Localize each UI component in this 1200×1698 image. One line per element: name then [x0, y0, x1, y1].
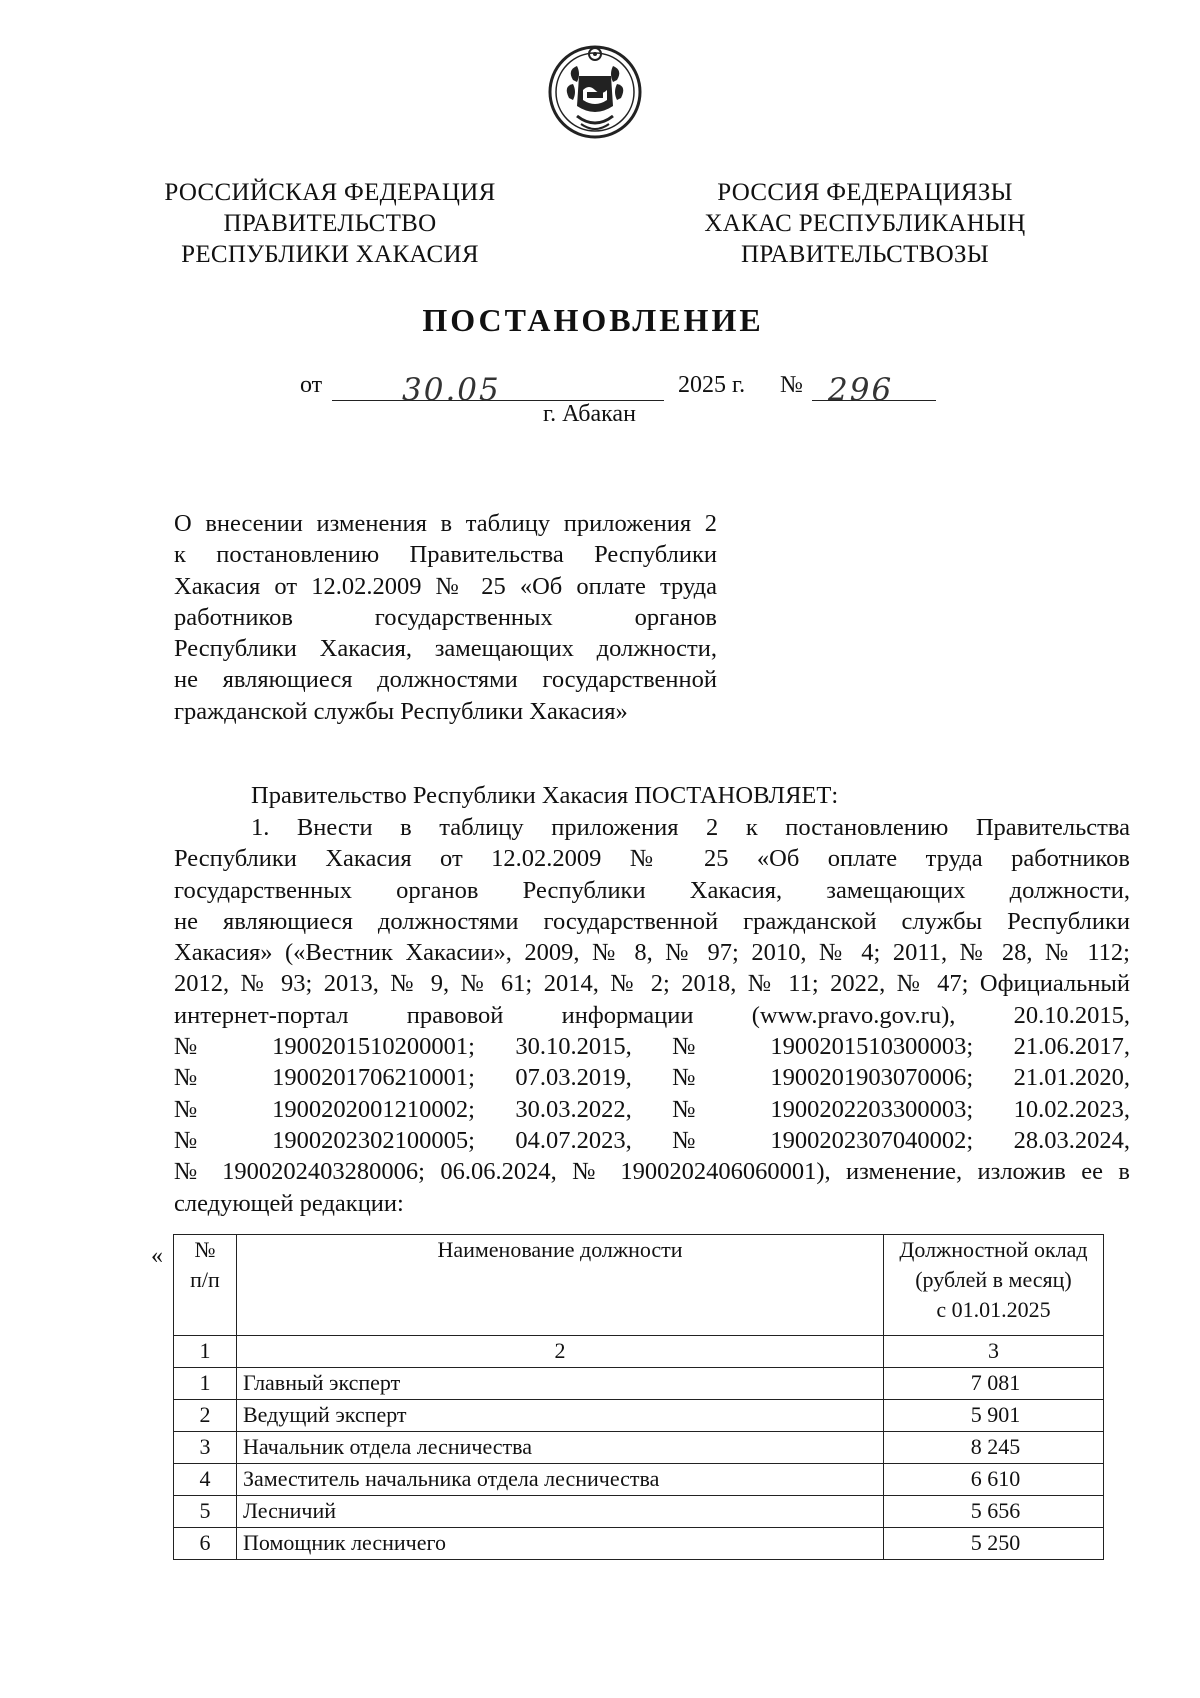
document-title: ПОСТАНОВЛЕНИЕ: [422, 302, 764, 338]
row-number: 3: [174, 1432, 237, 1464]
intro-text: Правительство Республики Хакасия ПОСТАНОВЛЯЕТ:: [251, 782, 839, 809]
paragraph-line: № 1900202403280006; 06.06.2024, № 1900202406060001), изменение, изложив ее в: [174, 1158, 1130, 1186]
subject-line: гражданской службы Республики Хакасия»: [174, 697, 628, 725]
header-cell-line: Должностной оклад: [899, 1237, 1088, 1262]
header-right-line: РОССИЯ ФЕДЕРАЦИЯЗЫ: [717, 179, 1013, 206]
header-left-line: РЕСПУБЛИКИ ХАКАСИЯ: [181, 241, 479, 268]
intro-paragraph: [174, 780, 1130, 811]
column-number-cell: 3: [884, 1336, 1104, 1368]
salary-value: 5 901: [884, 1400, 1104, 1432]
paragraph-line: не являющиеся должностями государственной гражданской службы Республики: [174, 907, 1130, 935]
header-left-line: ПРАВИТЕЛЬСТВО: [223, 210, 437, 237]
header-left-line: РОССИЙСКАЯ ФЕДЕРАЦИЯ: [164, 179, 496, 206]
table-row: [174, 1528, 1104, 1560]
year-label: 2025 г.: [678, 372, 746, 398]
paragraph-line: № 1900202001210002; 30.03.2022, № 1900202203300003; 10.02.2023,: [174, 1095, 1130, 1123]
salary-value: 5 250: [884, 1528, 1104, 1560]
position-name: Лесничий: [237, 1496, 884, 1528]
salary-value: 8 245: [884, 1432, 1104, 1464]
position-name: Помощник лесничего: [237, 1528, 884, 1560]
header-cell-position: Наименование должности: [237, 1235, 884, 1336]
table-column-numbers-row: [174, 1336, 1104, 1368]
paragraph-line: следующей редакции:: [174, 1189, 404, 1217]
number-label: №: [780, 372, 803, 398]
header-left: [150, 177, 510, 270]
table-row: [174, 1432, 1104, 1464]
header-cell-number: [174, 1235, 237, 1336]
row-number: 5: [174, 1496, 237, 1528]
city: г. Абакан: [543, 401, 636, 427]
paragraph-line: интернет-портал правовой информации (www.pravo.gov.ru), 20.10.2015,: [174, 1001, 1130, 1029]
salary-table: [173, 1234, 1104, 1560]
subject-line: работников государственных органов: [174, 603, 717, 631]
row-number: 2: [174, 1400, 237, 1432]
subject-line: О внесении изменения в таблицу приложения 2: [174, 510, 717, 537]
table-header-row: [174, 1235, 1104, 1336]
salary-value: 7 081: [884, 1368, 1104, 1400]
paragraph-line: государственных органов Республики Хакасия, замещающих должности,: [174, 876, 1130, 904]
paragraph-line: № 1900202302100005; 04.07.2023, № 1900202307040002; 28.03.2024,: [174, 1126, 1130, 1154]
handwritten-date: 30.05: [402, 372, 501, 408]
header-cell-salary: [884, 1235, 1104, 1336]
paragraph-line: Республики Хакасия от 12.02.2009 № 25 «Об оплате труда работников: [174, 845, 1130, 873]
position-name: Ведущий эксперт: [237, 1400, 884, 1432]
row-number: 1: [174, 1368, 237, 1400]
position-name: Начальник отдела лесничества: [237, 1432, 884, 1464]
paragraph-line: № 1900201510200001; 30.10.2015, № 1900201510300003; 21.06.2017,: [174, 1033, 1130, 1061]
header-cell-line: с 01.01.2025: [936, 1297, 1051, 1322]
table-row: [174, 1368, 1104, 1400]
column-number-cell: 1: [174, 1336, 237, 1368]
from-label: от: [300, 372, 323, 398]
row-number: 4: [174, 1464, 237, 1496]
paragraph-line: 1. Внести в таблицу приложения 2 к постановлению Правительства: [251, 814, 1130, 841]
table-row: [174, 1464, 1104, 1496]
column-number-cell: 2: [237, 1336, 884, 1368]
handwritten-number: 296: [828, 372, 894, 408]
header-right-line: ПРАВИТЕЛЬСТВОЗЫ: [741, 241, 989, 268]
subject-line: Хакасия от 12.02.2009 № 25 «Об оплате труда: [174, 572, 717, 600]
row-number: 6: [174, 1528, 237, 1560]
header-right-line: ХАКАС РЕСПУБЛИКАНЫҢ: [704, 210, 1026, 237]
header-right: [690, 177, 1040, 270]
salary-value: 5 656: [884, 1496, 1104, 1528]
salary-value: 6 610: [884, 1464, 1104, 1496]
table-row: [174, 1400, 1104, 1432]
quote-open: «: [151, 1243, 163, 1269]
khakassia-emblem-icon: [547, 40, 643, 145]
header-cell-line: (рублей в месяц): [915, 1267, 1072, 1292]
table-row: [174, 1496, 1104, 1528]
paragraph-line: Хакасия» («Вестник Хакасии», 2009, № 8, № 97; 2010, № 4; 2011, № 28, № 112;: [174, 939, 1130, 967]
position-name: Заместитель начальника отдела лесничества: [237, 1464, 884, 1496]
decree-subject: [174, 508, 717, 727]
paragraph-1: [174, 812, 1130, 1219]
header-cell-line: п/п: [190, 1267, 220, 1292]
subject-line: Республики Хакасия, замещающих должности,: [174, 635, 717, 663]
subject-line: не являющиеся должностями государственной: [174, 666, 717, 694]
paragraph-line: 2012, № 93; 2013, № 9, № 61; 2014, № 2; 2018, № 11; 2022, № 47; Официальный: [174, 970, 1130, 998]
position-name: Главный эксперт: [237, 1368, 884, 1400]
subject-line: к постановлению Правительства Республики: [174, 541, 717, 569]
header-cell-line: №: [194, 1237, 216, 1262]
paragraph-line: № 1900201706210001; 07.03.2019, № 1900201903070006; 21.01.2020,: [174, 1064, 1130, 1092]
